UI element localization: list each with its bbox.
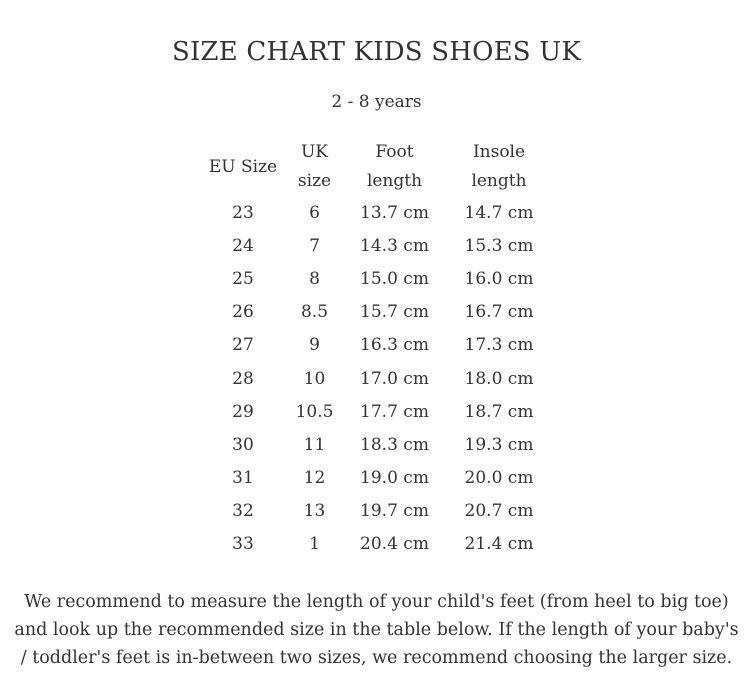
table-row: [200, 362, 552, 395]
cell-insole-length: 19.3 cm: [464, 434, 534, 455]
table-row: [200, 329, 552, 362]
table-row: [200, 395, 552, 428]
header-uk-size-line1: UK: [300, 142, 329, 162]
cell-eu-size: 25: [232, 268, 254, 289]
size-chart-table: [200, 138, 552, 561]
table-row: [200, 462, 552, 495]
recommendation-line-1: We recommend to measure the length of your child's feet (from heel to big toe): [24, 592, 729, 612]
cell-insole-length: 17.3 cm: [464, 335, 534, 356]
page-title: SIZE CHART KIDS SHOES UK: [171, 37, 582, 67]
cell-uk-size: 10: [303, 368, 326, 389]
age-range-subtitle: 2 - 8 years: [331, 92, 422, 112]
cell-uk-size: 13: [303, 501, 326, 522]
cell-insole-length: 16.7 cm: [464, 302, 534, 323]
measurement-recommendation: [0, 588, 753, 672]
cell-insole-length: 15.3 cm: [464, 235, 534, 256]
recommendation-line-3: / toddler's feet is in-between two sizes, we recommend choosing the larger size.: [20, 648, 733, 668]
cell-foot-length: 17.7 cm: [360, 401, 429, 422]
header-eu-size-label: EU Size: [208, 156, 278, 177]
cell-uk-size: 7: [309, 235, 320, 256]
header-insole-length: [446, 138, 552, 196]
table-row: [200, 428, 552, 461]
header-insole-length-line1: Insole: [472, 142, 526, 162]
cell-eu-size: 24: [232, 235, 254, 256]
header-foot-length-line2: length: [366, 171, 423, 191]
cell-foot-length: 16.3 cm: [360, 335, 429, 356]
cell-foot-length: 20.4 cm: [360, 534, 429, 555]
cell-insole-length: 20.7 cm: [464, 501, 534, 522]
cell-foot-length: 14.3 cm: [360, 235, 429, 256]
cell-foot-length: 15.7 cm: [360, 302, 429, 323]
cell-foot-length: 17.0 cm: [360, 368, 429, 389]
cell-insole-length: 20.0 cm: [464, 468, 534, 489]
table-row: [200, 262, 552, 295]
cell-uk-size: 1: [309, 534, 320, 555]
cell-eu-size: 33: [232, 534, 254, 555]
cell-foot-length: 18.3 cm: [360, 434, 429, 455]
cell-insole-length: 14.7 cm: [464, 202, 534, 223]
cell-eu-size: 30: [232, 434, 254, 455]
table-row: [200, 196, 552, 229]
cell-uk-size: 11: [303, 434, 326, 455]
cell-uk-size: 9: [309, 335, 320, 356]
header-row: [200, 138, 552, 196]
cell-eu-size: 29: [232, 401, 254, 422]
cell-uk-size: 8.5: [300, 302, 329, 323]
table-row: [200, 296, 552, 329]
table-body: [200, 196, 552, 561]
cell-uk-size: 6: [309, 202, 320, 223]
cell-insole-length: 18.0 cm: [464, 368, 534, 389]
cell-eu-size: 26: [232, 302, 254, 323]
cell-eu-size: 32: [232, 501, 254, 522]
cell-foot-length: 15.0 cm: [360, 268, 429, 289]
header-foot-length-line1: Foot: [375, 142, 414, 162]
table-row: [200, 229, 552, 262]
cell-foot-length: 19.7 cm: [360, 501, 429, 522]
recommendation-line-2: and look up the recommended size in the table below. If the length of your baby's: [14, 620, 739, 640]
header-insole-length-line2: length: [471, 171, 527, 191]
cell-eu-size: 27: [232, 335, 254, 356]
cell-uk-size: 10.5: [295, 401, 334, 422]
cell-eu-size: 23: [232, 202, 254, 223]
cell-insole-length: 18.7 cm: [464, 401, 534, 422]
table-row: [200, 495, 552, 528]
cell-foot-length: 13.7 cm: [360, 202, 429, 223]
cell-uk-size: 8: [309, 268, 320, 289]
cell-uk-size: 12: [303, 468, 326, 489]
header-uk-size-line2: size: [297, 171, 332, 191]
table-row: [200, 528, 552, 561]
cell-eu-size: 28: [232, 368, 254, 389]
cell-insole-length: 21.4 cm: [464, 534, 534, 555]
cell-insole-length: 16.0 cm: [464, 268, 534, 289]
header-uk-size: [286, 138, 343, 196]
table-header: [200, 138, 552, 196]
header-foot-length: [343, 138, 446, 196]
cell-foot-length: 19.0 cm: [360, 468, 429, 489]
header-eu-size: [200, 138, 286, 196]
cell-eu-size: 31: [232, 468, 254, 489]
